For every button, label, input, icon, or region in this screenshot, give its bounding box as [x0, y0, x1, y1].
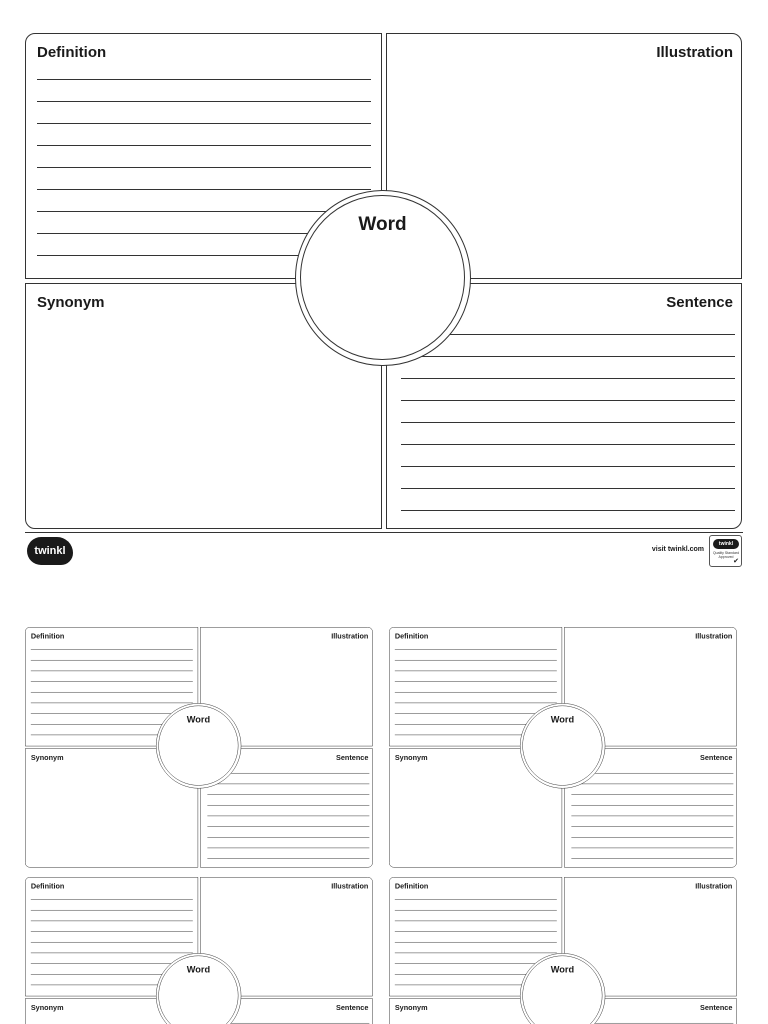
- illustration-label: Illustration: [331, 882, 369, 891]
- writing-line: [401, 334, 735, 335]
- sentence-label: Sentence: [666, 294, 733, 311]
- sentence-label: Sentence: [336, 1003, 369, 1012]
- definition-label: Definition: [394, 882, 429, 891]
- synonym-label: Synonym: [394, 753, 428, 762]
- organizer-sheet-small: [389, 627, 746, 870]
- writing-line: [37, 211, 371, 212]
- writing-line: [401, 400, 735, 401]
- definition-label: Definition: [394, 632, 429, 641]
- word-circle-inner: [158, 706, 238, 786]
- word-label: Word: [186, 714, 211, 725]
- writing-line: [37, 167, 371, 168]
- quality-badge: [709, 535, 742, 567]
- word-circle: [295, 190, 471, 366]
- writing-line: [401, 488, 735, 489]
- writing-line: [37, 123, 371, 124]
- organizer-sheet-small: [25, 627, 382, 870]
- check-icon: ✔: [733, 558, 739, 565]
- badge-logo: twinkl: [713, 539, 739, 549]
- writing-line: [401, 378, 735, 379]
- synonym-label: Synonym: [37, 294, 105, 311]
- definition-label: Definition: [37, 44, 107, 61]
- synonym-label: Synonym: [30, 1003, 64, 1012]
- illustration-label: Illustration: [656, 44, 733, 61]
- writing-line: [401, 422, 735, 423]
- synonym-label: Synonym: [30, 753, 64, 762]
- word-label: Word: [550, 964, 575, 975]
- definition-label: Definition: [30, 882, 65, 891]
- illustration-label: Illustration: [331, 632, 369, 641]
- word-circle-inner: [158, 956, 238, 1024]
- word-label: Word: [550, 714, 575, 725]
- word-circle: [520, 703, 605, 788]
- badge-text: Quality Standard Approved: [712, 551, 740, 560]
- illustration-label: Illustration: [695, 632, 733, 641]
- word-circle: [156, 703, 241, 788]
- word-label: Word: [186, 964, 211, 975]
- writing-line: [37, 145, 371, 146]
- organizer-sheet-small: [389, 877, 746, 1024]
- illustration-label: Illustration: [695, 882, 733, 891]
- word-circle-inner: [522, 956, 602, 1024]
- writing-line: [401, 444, 735, 445]
- synonym-label: Synonym: [394, 1003, 428, 1012]
- word-circle-inner: [300, 195, 465, 360]
- word-circle-inner: [522, 706, 602, 786]
- writing-line: [37, 79, 371, 80]
- definition-label: Definition: [30, 632, 65, 641]
- writing-line: [401, 510, 735, 511]
- twinkl-logo: twinkl: [27, 537, 73, 565]
- visit-link-text: visit twinkl.com: [651, 546, 704, 553]
- word-label: Word: [358, 214, 407, 235]
- sentence-label: Sentence: [336, 753, 369, 762]
- sentence-label: Sentence: [700, 753, 733, 762]
- writing-line: [401, 466, 735, 467]
- writing-line: [37, 189, 371, 190]
- writing-line: [401, 356, 735, 357]
- organizer-sheet-main: [25, 33, 761, 533]
- writing-line: [37, 101, 371, 102]
- sentence-label: Sentence: [700, 1003, 733, 1012]
- organizer-sheet-small: [25, 877, 382, 1024]
